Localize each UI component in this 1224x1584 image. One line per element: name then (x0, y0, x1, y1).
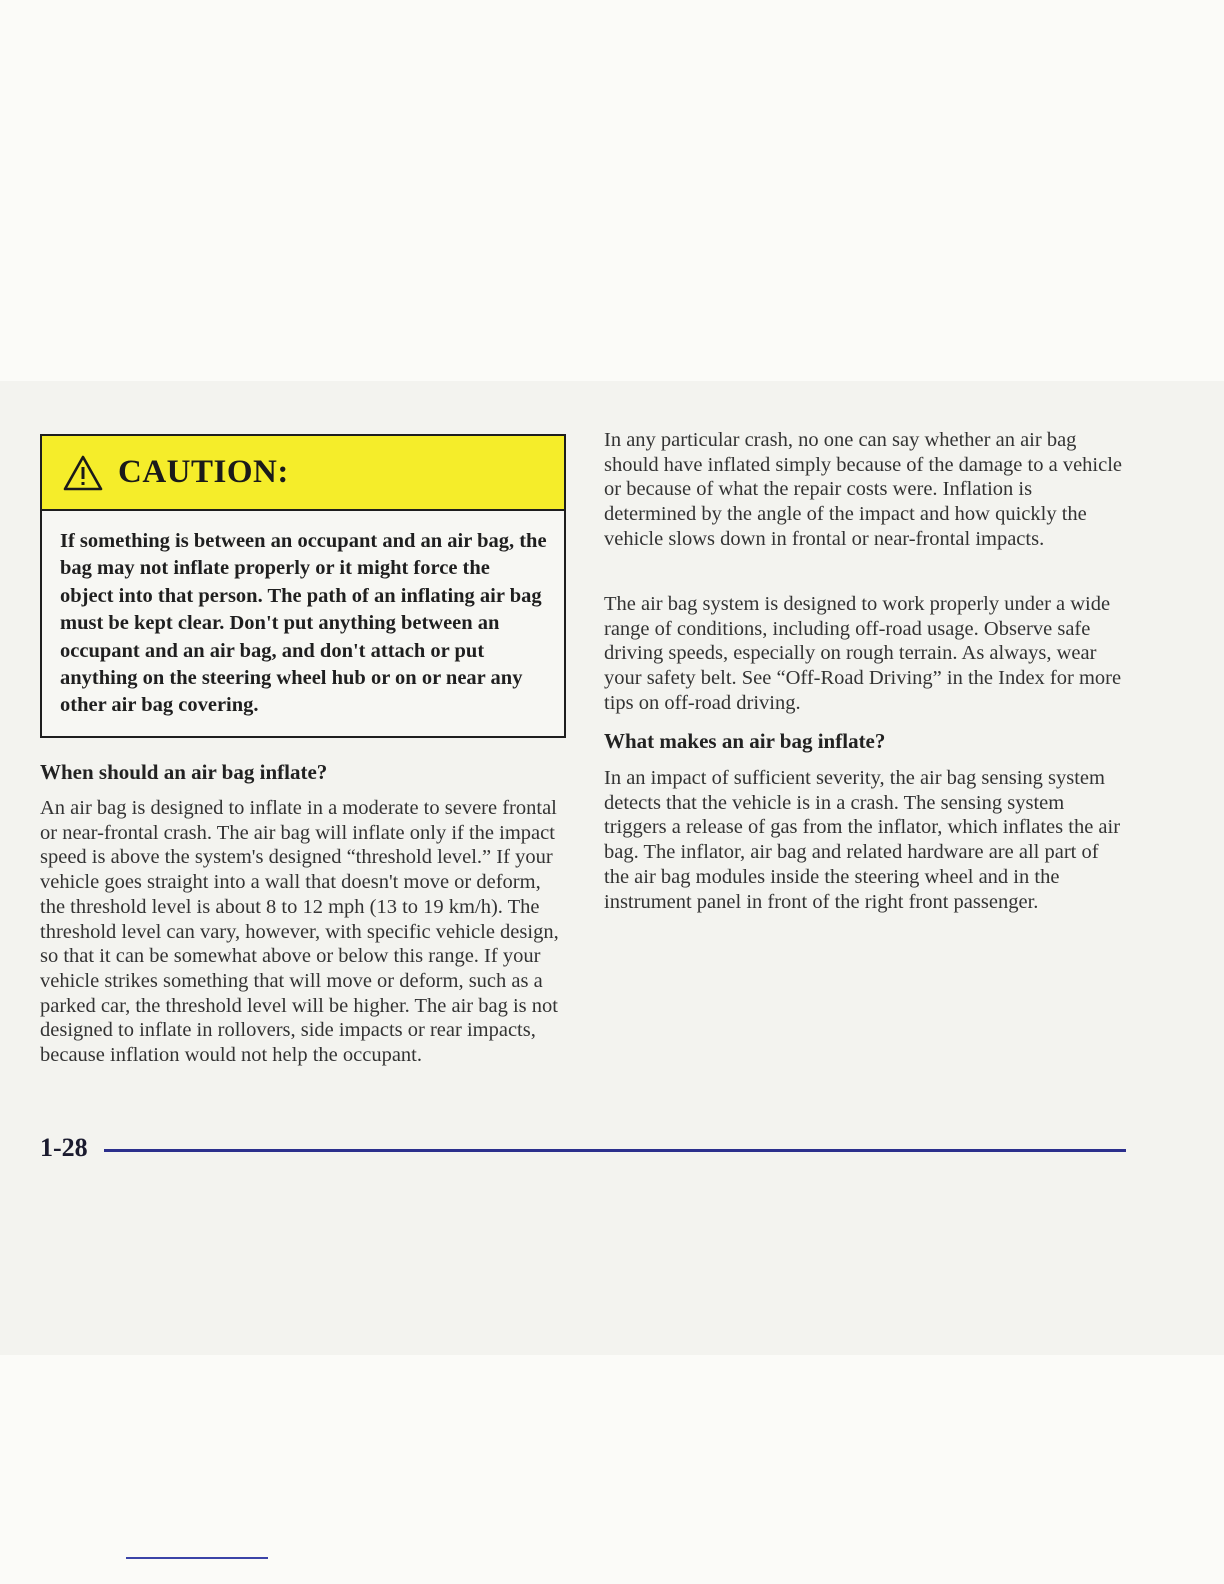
paragraph-when-inflate: An air bag is designed to inflate in a moderate to severe frontal or near-frontal crash. The air bag will inflate only if the impact speed is above the system's designed “threshold level.” If your vehicle goes straight into a wall that doesn't move or deform, the threshold level is about 8 to 12 mph (13 to 19 km/h). The threshold level can vary, however, with specific vehicle design, so that it can be somewhat above or below this range. If your vehicle strikes something that will move or deform, such as a parked car, the threshold level will be higher. The air bag is not designed to inflate in rollovers, side impacts or rear impacts, because inflation would not help the occupant. (40, 797, 559, 1067)
footer-rule (104, 1149, 1126, 1152)
warning-triangle-icon (62, 454, 104, 492)
section-heading-when-inflate: When should an air bag inflate? (40, 760, 328, 784)
section-heading-what-makes-inflate: What makes an air bag inflate? (604, 729, 886, 753)
caution-header (42, 436, 564, 511)
caution-title: CAUTION: (118, 454, 289, 490)
paragraph-what-makes-inflate: In an impact of sufficient severity, the air bag sensing system detects that the vehicle is in a crash. The sensing system triggers a release of gas from the inflator, which inflates the air bag. The inflator, air bag and related hardware are all part of the air bag modules inside the steering wheel and in the instrument panel in front of the right front passenger. (604, 767, 1121, 913)
bottom-rule (126, 1557, 268, 1559)
caution-box (40, 434, 566, 738)
page-number: 1-28 (40, 1133, 88, 1162)
caution-text: If something is between an occupant and an air bag, the bag may not inflate properly or it might force the object into that person. The path of an inflating air bag must be kept clear. Don't put anything between an occupant and an air bag, and don't attach or put anything on the steering wheel hub or on or near any other air bag covering. (60, 530, 547, 717)
paragraph-particular-crash: In any particular crash, no one can say whether an air bag should have inflated simply because of the damage to a vehicle or because of what the repair costs were. Inflation is determined by the angle of the impact and how quickly the vehicle slows down in frontal or near-frontal impacts. (604, 429, 1123, 550)
paragraph-system-design: The air bag system is designed to work properly under a wide range of conditions, including off-road usage. Observe safe driving speeds, especially on rough terrain. As always, wear your safety belt. See “Off-Road Driving” in the Index for more tips on off-road driving. (604, 593, 1122, 714)
